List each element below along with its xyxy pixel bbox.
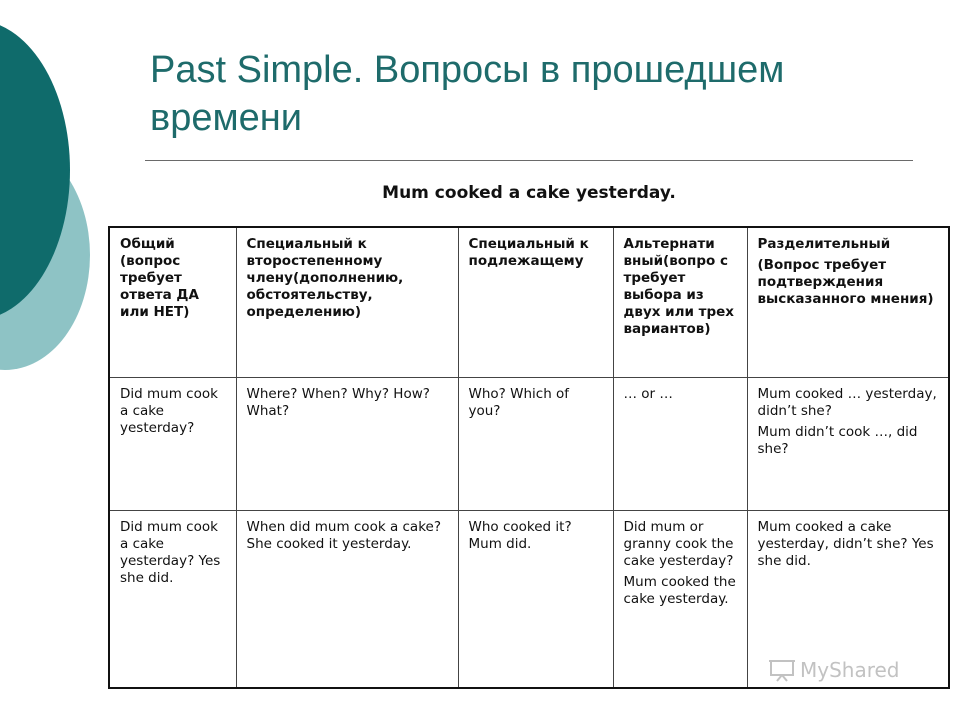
header-general: Общий (вопрос требует ответа ДА или НЕТ) — [109, 227, 236, 378]
cell-general-pattern: Did mum cook a cake yesterday? — [109, 378, 236, 511]
watermark — [768, 658, 900, 682]
cell-disjunctive-pattern — [747, 378, 949, 511]
cell-disjunctive-positive: Mum cooked … yesterday, didn’t she? — [757, 386, 937, 419]
header-disjunctive-title: Разделительный — [757, 236, 891, 252]
header-special-subject: Специальный к подлежащему — [458, 227, 613, 378]
cell-alternative-answer: Mum cooked the cake yesterday. — [623, 574, 736, 607]
table-header-row — [109, 227, 949, 378]
slide-title: Past Simple. Вопросы в прошедшем времени — [150, 49, 785, 139]
cell-special-subject-example: Who cooked it? Mum did. — [458, 511, 613, 689]
cell-special-subject-pattern: Who? Which of you? — [458, 378, 613, 511]
cell-general-example: Did mum cook a cake yesterday? Yes she did. — [109, 511, 236, 689]
header-disjunctive — [747, 227, 949, 378]
cell-disjunctive-example: Mum cooked a cake yesterday, didn’t she? Yes she did. — [747, 511, 949, 689]
header-special-secondary: Специальный к второстепенному члену(дополнению, обстоятельству, определению) — [236, 227, 458, 378]
header-alternative: Альтернати вный(вопро с требует выбора из двух или трех вариантов) — [613, 227, 747, 378]
table-row — [109, 378, 949, 511]
header-disjunctive-note: (Вопрос требует подтверждения высказанного мнения) — [757, 257, 934, 307]
example-sentence: Mum cooked a cake yesterday. — [382, 183, 676, 203]
presentation-icon — [768, 658, 796, 682]
cell-alternative-pattern: … or … — [613, 378, 747, 511]
cell-alternative-example — [613, 511, 747, 689]
watermark-text: MyShared — [800, 658, 900, 682]
cell-disjunctive-negative: Mum didn’t cook …, did she? — [757, 424, 918, 457]
cell-special-secondary-example: When did mum cook a cake? She cooked it yesterday. — [236, 511, 458, 689]
title-divider — [145, 160, 913, 161]
question-types-table — [108, 226, 950, 689]
cell-special-secondary-pattern: Where? When? Why? How? What? — [236, 378, 458, 511]
cell-alternative-question: Did mum or granny cook the cake yesterday? — [623, 519, 734, 569]
